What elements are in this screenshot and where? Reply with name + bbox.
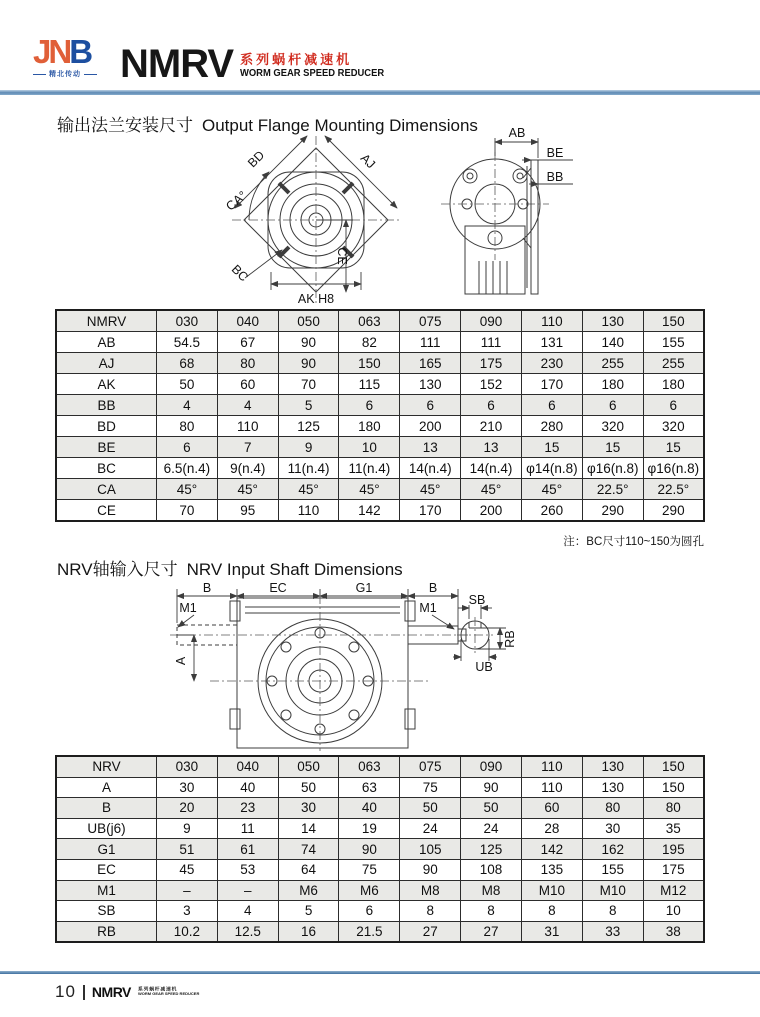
value-cell: 45°	[461, 479, 522, 500]
value-cell: 110	[521, 777, 582, 798]
value-cell: 45°	[521, 479, 582, 500]
value-cell: 175	[461, 353, 522, 374]
section1-title-en: Output Flange Mounting Dimensions	[202, 116, 478, 135]
value-cell: M8	[461, 880, 522, 901]
row-label-cell: EC	[56, 859, 157, 880]
value-cell: 063	[339, 310, 400, 332]
table-row	[56, 921, 704, 942]
value-cell: 90	[400, 859, 461, 880]
value-cell: 180	[582, 374, 643, 395]
page-footer	[55, 982, 215, 1002]
value-cell: 74	[278, 839, 339, 860]
value-cell: 9	[278, 437, 339, 458]
value-cell: 90	[461, 777, 522, 798]
value-cell: 90	[278, 353, 339, 374]
footer-separator	[83, 985, 85, 1000]
table-row	[56, 901, 704, 922]
value-cell: 260	[521, 500, 582, 522]
value-cell: 50	[461, 798, 522, 819]
value-cell: 4	[217, 395, 278, 416]
logo-letters	[33, 33, 113, 70]
flange-side-view	[441, 126, 573, 294]
dim-label-g1: G1	[355, 581, 373, 595]
value-cell: 050	[278, 756, 339, 777]
value-cell: 75	[339, 859, 400, 880]
value-cell: 13	[461, 437, 522, 458]
footer-brand: NMRV	[91, 984, 131, 1000]
row-label-cell: CA	[56, 479, 157, 500]
value-cell: 14(n.4)	[461, 458, 522, 479]
dim-label-m1-right: M1	[419, 601, 437, 615]
value-cell: 280	[521, 416, 582, 437]
footer-subtitle-en: WORM GEAR SPEED REDUCER	[137, 991, 200, 997]
value-cell: 11(n.4)	[339, 458, 400, 479]
value-cell: 20	[157, 798, 218, 819]
table-row	[56, 818, 704, 839]
table-row	[56, 458, 704, 479]
value-cell: 6	[400, 395, 461, 416]
dim-label-bb: BB	[546, 170, 564, 184]
value-cell: 22.5°	[582, 479, 643, 500]
value-cell: 6.5(n.4)	[157, 458, 218, 479]
table-row	[56, 839, 704, 860]
value-cell: 180	[339, 416, 400, 437]
value-cell: 075	[400, 756, 461, 777]
row-label-cell: BD	[56, 416, 157, 437]
value-cell: 165	[400, 353, 461, 374]
table-row	[56, 859, 704, 880]
value-cell: 15	[582, 437, 643, 458]
value-cell: 170	[521, 374, 582, 395]
value-cell: 45°	[217, 479, 278, 500]
value-cell: 14(n.4)	[400, 458, 461, 479]
value-cell: M6	[278, 880, 339, 901]
value-cell: 150	[339, 353, 400, 374]
table-row	[56, 332, 704, 353]
dim-label-rb: RB	[503, 630, 517, 648]
value-cell: 8	[521, 901, 582, 922]
value-cell: 110	[217, 416, 278, 437]
value-cell: 9	[157, 818, 218, 839]
value-cell: 50	[400, 798, 461, 819]
value-cell: 11	[217, 818, 278, 839]
value-cell: 4	[217, 901, 278, 922]
value-cell: 64	[278, 859, 339, 880]
value-cell: 090	[461, 756, 522, 777]
value-cell: φ16(n.8)	[643, 458, 704, 479]
table-row	[56, 479, 704, 500]
logo-subtitle-text: 精北传动	[49, 71, 81, 79]
product-name: NMRV	[120, 42, 234, 86]
dim-label-be: BE	[546, 146, 564, 160]
value-cell: 53	[217, 859, 278, 880]
company-logo	[33, 33, 113, 79]
logo-jn: JN	[33, 33, 70, 70]
value-cell: 130	[582, 310, 643, 332]
value-cell: 105	[400, 839, 461, 860]
value-cell: 152	[461, 374, 522, 395]
value-cell: M6	[339, 880, 400, 901]
value-cell: 15	[643, 437, 704, 458]
value-cell: 28	[521, 818, 582, 839]
value-cell: 6	[643, 395, 704, 416]
input-shaft-diagram	[170, 581, 530, 753]
dim-label-ab: AB	[508, 126, 526, 140]
table-note: 注：BC尺寸110~150为圆孔	[563, 536, 704, 548]
value-cell: 180	[643, 374, 704, 395]
value-cell: 27	[400, 921, 461, 942]
row-label-cell: UB(j6)	[56, 818, 157, 839]
value-cell: 90	[278, 332, 339, 353]
value-cell: 22.5°	[643, 479, 704, 500]
value-cell: 19	[339, 818, 400, 839]
series-name-cn: 系列蜗杆减速机	[240, 52, 353, 67]
header-divider-line	[0, 90, 760, 95]
value-cell: 68	[157, 353, 218, 374]
logo-b: B	[69, 33, 91, 70]
value-cell: 35	[643, 818, 704, 839]
value-cell: 11(n.4)	[278, 458, 339, 479]
value-cell: M12	[643, 880, 704, 901]
dim-label-aj: AJ	[357, 151, 378, 172]
flange-front-view	[223, 136, 400, 306]
value-cell: 150	[643, 777, 704, 798]
value-cell: 54.5	[157, 332, 218, 353]
row-label-cell: CE	[56, 500, 157, 522]
dim-label-ub: UB	[475, 660, 493, 674]
section2-title-en: NRV Input Shaft Dimensions	[186, 560, 403, 579]
value-cell: 10.2	[157, 921, 218, 942]
value-cell: 45	[157, 859, 218, 880]
value-cell: 135	[521, 859, 582, 880]
value-cell: 230	[521, 353, 582, 374]
row-label-cell: AK	[56, 374, 157, 395]
logo-dash-left	[33, 74, 46, 75]
value-cell: 125	[461, 839, 522, 860]
product-series	[240, 49, 393, 80]
table-row	[56, 395, 704, 416]
value-cell: 130	[582, 756, 643, 777]
value-cell: 82	[339, 332, 400, 353]
logo-subtitle	[33, 69, 113, 79]
value-cell: 155	[582, 859, 643, 880]
section1-title-cn: 输出法兰安装尺寸	[57, 116, 193, 135]
value-cell: 8	[582, 901, 643, 922]
value-cell: 12.5	[217, 921, 278, 942]
value-cell: 6	[339, 901, 400, 922]
value-cell: 30	[582, 818, 643, 839]
table-row	[56, 416, 704, 437]
value-cell: –	[157, 880, 218, 901]
logo-dash-right	[84, 74, 97, 75]
value-cell: 95	[217, 500, 278, 522]
output-flange-diagram	[183, 126, 583, 308]
shaft-section-view	[453, 593, 517, 674]
footer-divider-line	[0, 971, 760, 974]
row-label-cell: BB	[56, 395, 157, 416]
value-cell: 5	[278, 395, 339, 416]
input-shaft-table	[55, 755, 705, 943]
value-cell: 38	[643, 921, 704, 942]
value-cell: 320	[643, 416, 704, 437]
value-cell: 150	[643, 756, 704, 777]
value-cell: 61	[217, 839, 278, 860]
value-cell: 210	[461, 416, 522, 437]
row-label-cell: NMRV	[56, 310, 157, 332]
value-cell: 6	[339, 395, 400, 416]
row-label-cell: A	[56, 777, 157, 798]
value-cell: 50	[278, 777, 339, 798]
value-cell: 125	[278, 416, 339, 437]
value-cell: 075	[400, 310, 461, 332]
value-cell: 5	[278, 901, 339, 922]
value-cell: 24	[461, 818, 522, 839]
value-cell: 155	[643, 332, 704, 353]
dim-label-b-right: B	[428, 581, 438, 595]
value-cell: 8	[400, 901, 461, 922]
value-cell: 40	[217, 777, 278, 798]
row-label-cell: AJ	[56, 353, 157, 374]
value-cell: 040	[217, 756, 278, 777]
table-header-row	[56, 756, 704, 777]
output-flange-dimensions-table	[55, 309, 705, 522]
row-label-cell: G1	[56, 839, 157, 860]
value-cell: 80	[582, 798, 643, 819]
dim-label-ak: AK H8	[297, 292, 335, 306]
value-cell: φ16(n.8)	[582, 458, 643, 479]
value-cell: 162	[582, 839, 643, 860]
value-cell: 170	[400, 500, 461, 522]
row-label-cell: NRV	[56, 756, 157, 777]
value-cell: 45°	[339, 479, 400, 500]
value-cell: 7	[217, 437, 278, 458]
row-label-cell: RB	[56, 921, 157, 942]
value-cell: 200	[461, 500, 522, 522]
page-number: 10	[55, 982, 76, 1001]
value-cell: 111	[461, 332, 522, 353]
value-cell: 51	[157, 839, 218, 860]
dim-label-b-left: B	[202, 581, 212, 595]
value-cell: 6	[157, 437, 218, 458]
value-cell: 142	[521, 839, 582, 860]
value-cell: 130	[582, 777, 643, 798]
dim-label-bd: BD	[245, 148, 268, 171]
value-cell: 040	[217, 310, 278, 332]
output-flange-table	[55, 309, 705, 522]
value-cell: 60	[521, 798, 582, 819]
value-cell: 175	[643, 859, 704, 880]
value-cell: 45°	[157, 479, 218, 500]
value-cell: 6	[582, 395, 643, 416]
value-cell: 63	[339, 777, 400, 798]
value-cell: 10	[339, 437, 400, 458]
value-cell: 50	[157, 374, 218, 395]
row-label-cell: B	[56, 798, 157, 819]
value-cell: 030	[157, 756, 218, 777]
table-row	[56, 353, 704, 374]
value-cell: –	[217, 880, 278, 901]
value-cell: 90	[339, 839, 400, 860]
value-cell: 3	[157, 901, 218, 922]
value-cell: 23	[217, 798, 278, 819]
table-row	[56, 798, 704, 819]
value-cell: 15	[521, 437, 582, 458]
value-cell: 110	[521, 310, 582, 332]
table-row	[56, 374, 704, 395]
value-cell: 6	[521, 395, 582, 416]
row-label-cell: AB	[56, 332, 157, 353]
value-cell: 115	[339, 374, 400, 395]
value-cell: 140	[582, 332, 643, 353]
value-cell: 30	[278, 798, 339, 819]
value-cell: 10	[643, 901, 704, 922]
row-label-cell: SB	[56, 901, 157, 922]
value-cell: 70	[157, 500, 218, 522]
value-cell: M10	[521, 880, 582, 901]
value-cell: 45°	[278, 479, 339, 500]
input-shaft-dimensions-table	[55, 755, 705, 943]
value-cell: 80	[643, 798, 704, 819]
value-cell: 6	[461, 395, 522, 416]
value-cell: 108	[461, 859, 522, 880]
series-name-en: WORM GEAR SPEED REDUCER	[240, 68, 385, 79]
value-cell: 131	[521, 332, 582, 353]
value-cell: 195	[643, 839, 704, 860]
value-cell: 063	[339, 756, 400, 777]
value-cell: 40	[339, 798, 400, 819]
value-cell: 9(n.4)	[217, 458, 278, 479]
value-cell: 27	[461, 921, 522, 942]
value-cell: 255	[582, 353, 643, 374]
value-cell: 320	[582, 416, 643, 437]
value-cell: 150	[643, 310, 704, 332]
footer-subtitle	[138, 987, 199, 997]
value-cell: 75	[400, 777, 461, 798]
value-cell: 290	[643, 500, 704, 522]
table-row	[56, 437, 704, 458]
value-cell: 14	[278, 818, 339, 839]
value-cell: 13	[400, 437, 461, 458]
row-label-cell: M1	[56, 880, 157, 901]
footer-subtitle-cn: 系列蜗杆减速机	[137, 987, 178, 992]
table-header-row	[56, 310, 704, 332]
table-row	[56, 777, 704, 798]
value-cell: 67	[217, 332, 278, 353]
value-cell: M8	[400, 880, 461, 901]
value-cell: 290	[582, 500, 643, 522]
value-cell: 24	[400, 818, 461, 839]
dim-label-m1-left: M1	[179, 601, 197, 615]
value-cell: 090	[461, 310, 522, 332]
value-cell: 30	[157, 777, 218, 798]
row-label-cell: BE	[56, 437, 157, 458]
value-cell: 21.5	[339, 921, 400, 942]
value-cell: M10	[582, 880, 643, 901]
dim-label-a: A	[174, 656, 188, 666]
value-cell: 4	[157, 395, 218, 416]
value-cell: 80	[217, 353, 278, 374]
value-cell: 030	[157, 310, 218, 332]
gearbox-front-view	[170, 581, 470, 751]
value-cell: 16	[278, 921, 339, 942]
value-cell: 142	[339, 500, 400, 522]
value-cell: 110	[521, 756, 582, 777]
value-cell: 050	[278, 310, 339, 332]
value-cell: 60	[217, 374, 278, 395]
dim-label-bc: BC	[228, 262, 251, 285]
value-cell: 200	[400, 416, 461, 437]
value-cell: 33	[582, 921, 643, 942]
section-title-input-shaft	[57, 555, 403, 580]
value-cell: φ14(n.8)	[521, 458, 582, 479]
row-label-cell: BC	[56, 458, 157, 479]
dim-label-ec: EC	[269, 581, 287, 595]
page-header-title	[120, 42, 393, 86]
table-row	[56, 500, 704, 522]
value-cell: 70	[278, 374, 339, 395]
value-cell: 45°	[400, 479, 461, 500]
value-cell: 8	[461, 901, 522, 922]
dim-label-ce: CE	[335, 247, 349, 265]
section2-title-cn: NRV轴输入尺寸	[57, 560, 178, 579]
value-cell: 31	[521, 921, 582, 942]
value-cell: 255	[643, 353, 704, 374]
table-row	[56, 880, 704, 901]
value-cell: 110	[278, 500, 339, 522]
value-cell: 111	[400, 332, 461, 353]
dim-label-sb: SB	[468, 593, 486, 607]
value-cell: 80	[157, 416, 218, 437]
dim-label-ca: CA°	[223, 188, 250, 214]
value-cell: 130	[400, 374, 461, 395]
